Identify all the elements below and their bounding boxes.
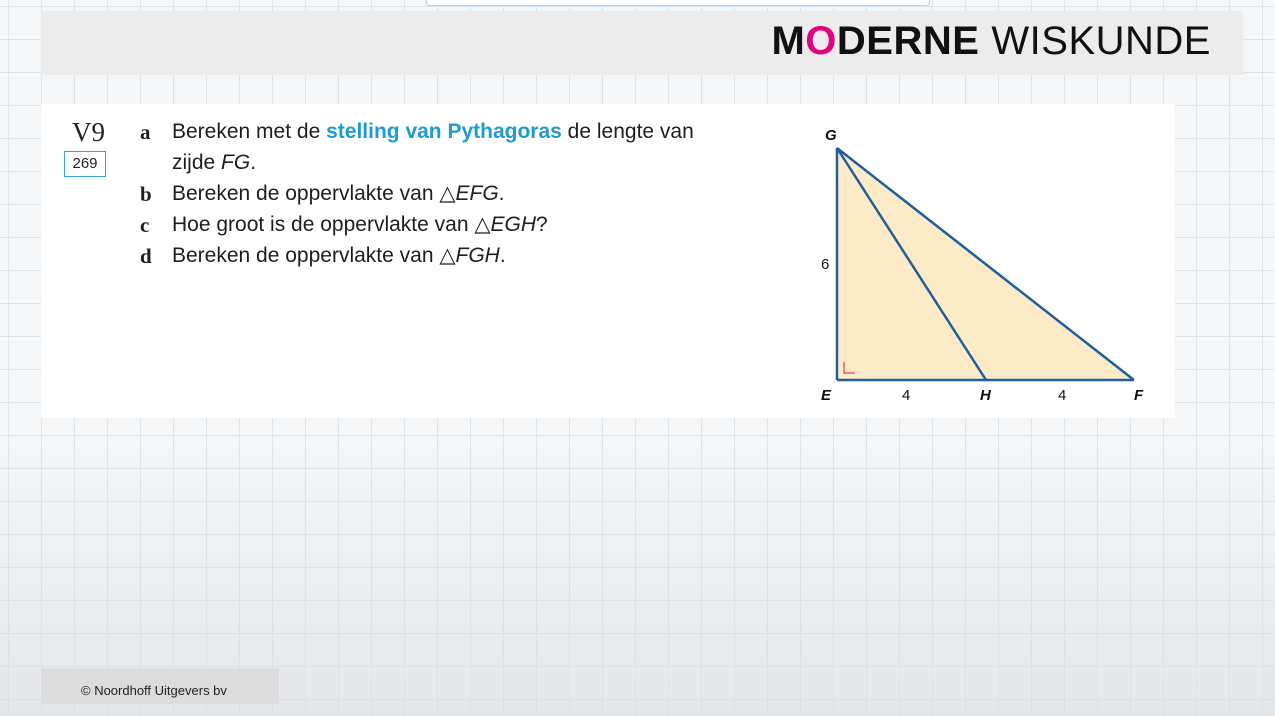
length-label-HF: 4	[1058, 387, 1067, 404]
question-letter: d	[140, 244, 152, 268]
vertex-label-F: F	[1134, 387, 1144, 404]
header-bar	[41, 11, 1243, 75]
vertex-label-H: H	[980, 387, 991, 404]
highlight-term: stelling van Pythagoras	[326, 120, 562, 143]
vertex-label-G: G	[825, 127, 837, 144]
question-letter: b	[140, 182, 152, 206]
question-text: Bereken met de stelling van Pythagoras de lengte van	[172, 120, 694, 143]
copyright-footer: © Noordhoff Uitgevers bv	[41, 668, 279, 704]
length-label-EG: 6	[821, 256, 830, 273]
triangle-diagram	[800, 115, 1160, 415]
question-text: Bereken de oppervlakte van △EFG.	[172, 182, 505, 205]
exercise-number: V9	[72, 117, 105, 147]
browser-tab	[426, 0, 930, 6]
length-label-EH: 4	[902, 387, 911, 404]
vertex-label-E: E	[821, 387, 832, 404]
question-letter: a	[140, 120, 151, 144]
question-text: zijde FG.	[172, 151, 257, 174]
page-reference: 269	[64, 151, 106, 177]
question-text: Bereken de oppervlakte van △FGH.	[172, 244, 506, 267]
brand-logo: MODERNE WISKUNDE	[771, 19, 1211, 63]
question-letter: c	[140, 213, 150, 237]
question-text: Hoe groot is de oppervlakte van △EGH?	[172, 213, 548, 236]
